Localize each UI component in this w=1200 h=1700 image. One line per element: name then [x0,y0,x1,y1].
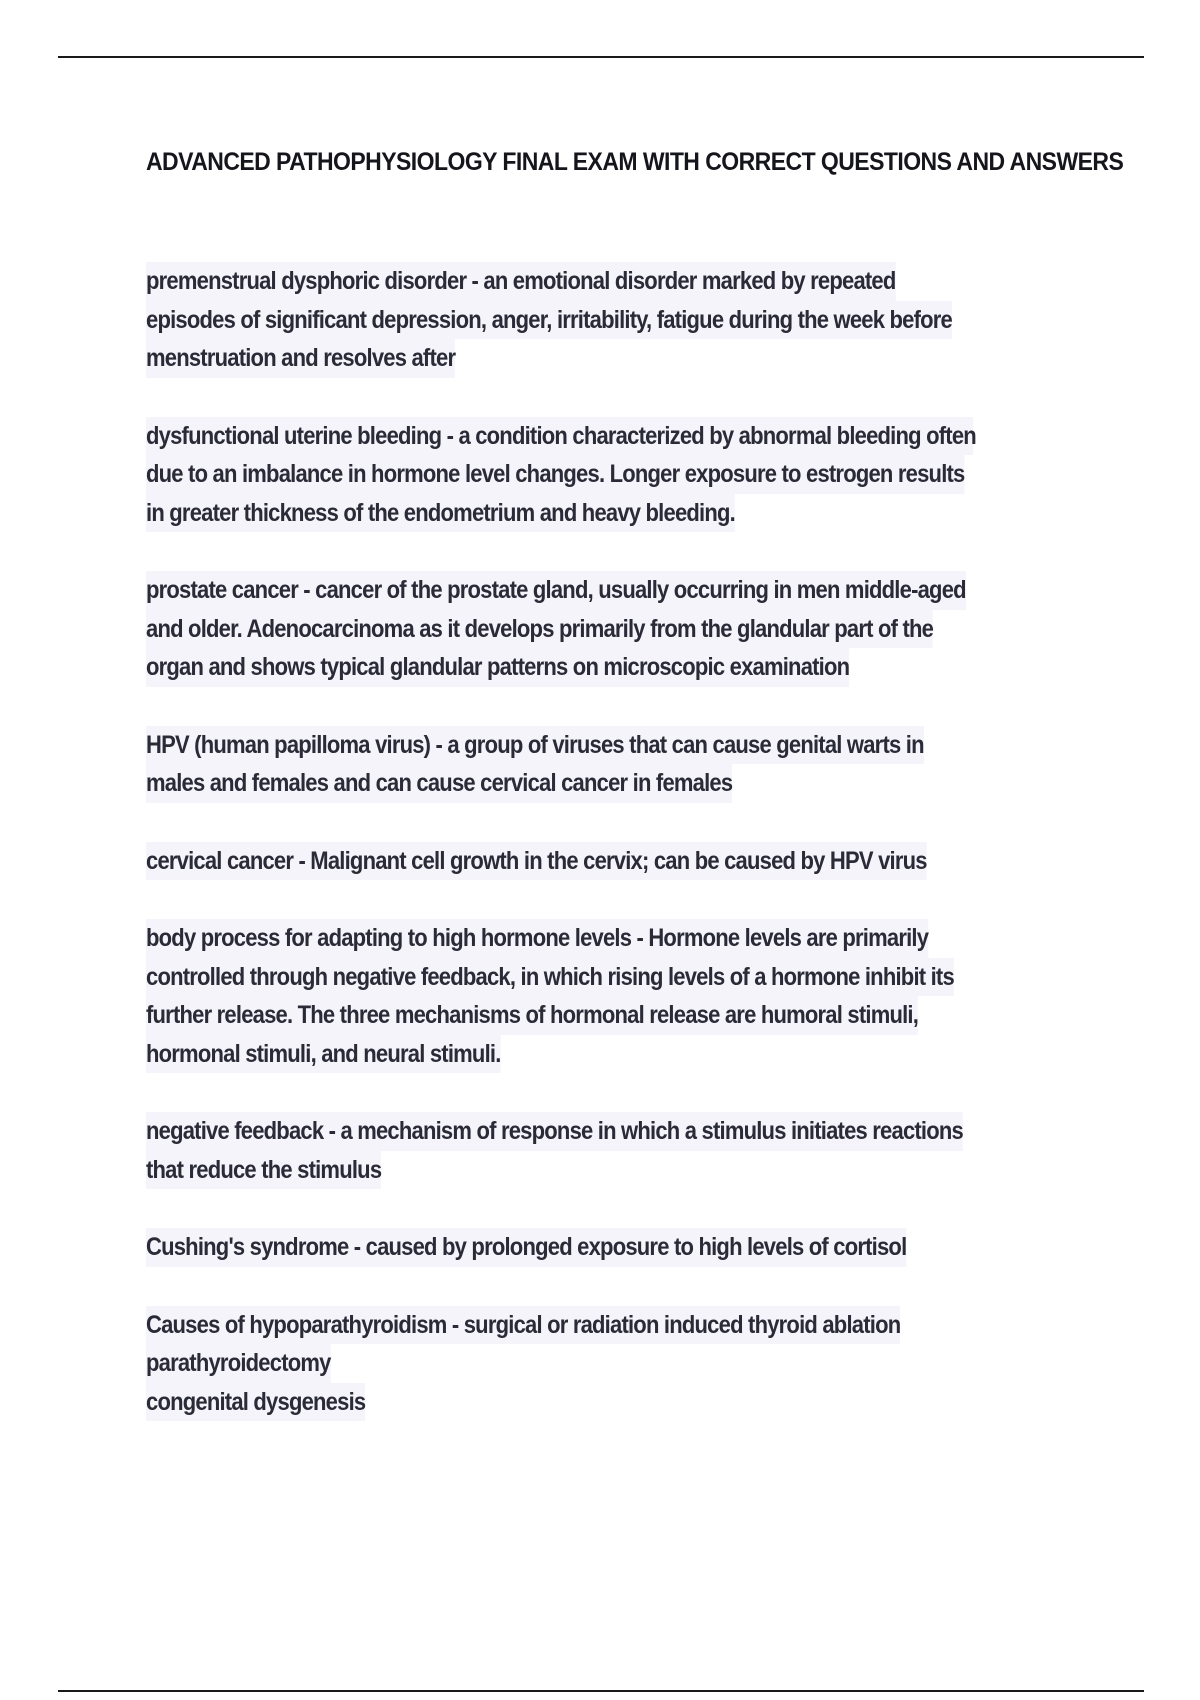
entry-line: Causes of hypoparathyroidism - surgical or radiation induced thyroid ablation [146,1306,900,1345]
entry-dysfunctional-uterine-bleeding [146,417,1086,533]
entry-prostate-cancer [146,571,1086,687]
entry-line: controlled through negative feedback, in which rising levels of a hormone inhibit its [146,958,954,997]
entry-line: prostate cancer - cancer of the prostate gland, usually occurring in men middle-aged [146,571,966,610]
bottom-rule [58,1690,1144,1692]
entry-line: congenital dysgenesis [146,1383,365,1422]
entry-body-process-hormone-levels [146,919,1086,1073]
document-title: ADVANCED PATHOPHYSIOLOGY FINAL EXAM WITH CORRECT QUESTIONS AND ANSWERS [146,148,1124,176]
entry-line: episodes of significant depression, anger, irritability, fatigue during the week before [146,301,952,340]
entry-line: premenstrual dysphoric disorder - an emotional disorder marked by repeated [146,262,896,301]
entry-cervical-cancer [146,842,1086,881]
entry-line: body process for adapting to high hormone levels - Hormone levels are primarily [146,919,928,958]
top-rule [58,56,1144,58]
entry-line: parathyroidectomy [146,1344,331,1383]
entry-line: further release. The three mechanisms of hormonal release are humoral stimuli, [146,996,918,1035]
entry-line: organ and shows typical glandular patterns on microscopic examination [146,648,849,687]
entry-premenstrual-dysphoric-disorder [146,262,1086,378]
entry-line: males and females and can cause cervical cancer in females [146,764,732,803]
entry-cushings-syndrome [146,1228,1086,1267]
entry-line: menstruation and resolves after [146,339,455,378]
entry-line: and older. Adenocarcinoma as it develops primarily from the glandular part of the [146,610,933,649]
entry-line: cervical cancer - Malignant cell growth in the cervix; can be caused by HPV virus [146,842,927,881]
entry-line: hormonal stimuli, and neural stimuli. [146,1035,501,1074]
entry-negative-feedback [146,1112,1086,1189]
entry-line: negative feedback - a mechanism of response in which a stimulus initiates reactions [146,1112,963,1151]
entry-line: dysfunctional uterine bleeding - a condition characterized by abnormal bleeding often [146,417,973,456]
entry-line: due to an imbalance in hormone level changes. Longer exposure to estrogen results [146,455,965,494]
entries-list [146,262,1086,1460]
entry-line: in greater thickness of the endometrium and heavy bleeding. [146,494,735,533]
entry-hpv [146,726,1086,803]
entry-line: HPV (human papilloma virus) - a group of viruses that can cause genital warts in [146,726,924,765]
entry-causes-of-hypoparathyroidism [146,1306,1086,1422]
entry-line: Cushing's syndrome - caused by prolonged exposure to high levels of cortisol [146,1228,906,1267]
entry-line: that reduce the stimulus [146,1151,381,1190]
